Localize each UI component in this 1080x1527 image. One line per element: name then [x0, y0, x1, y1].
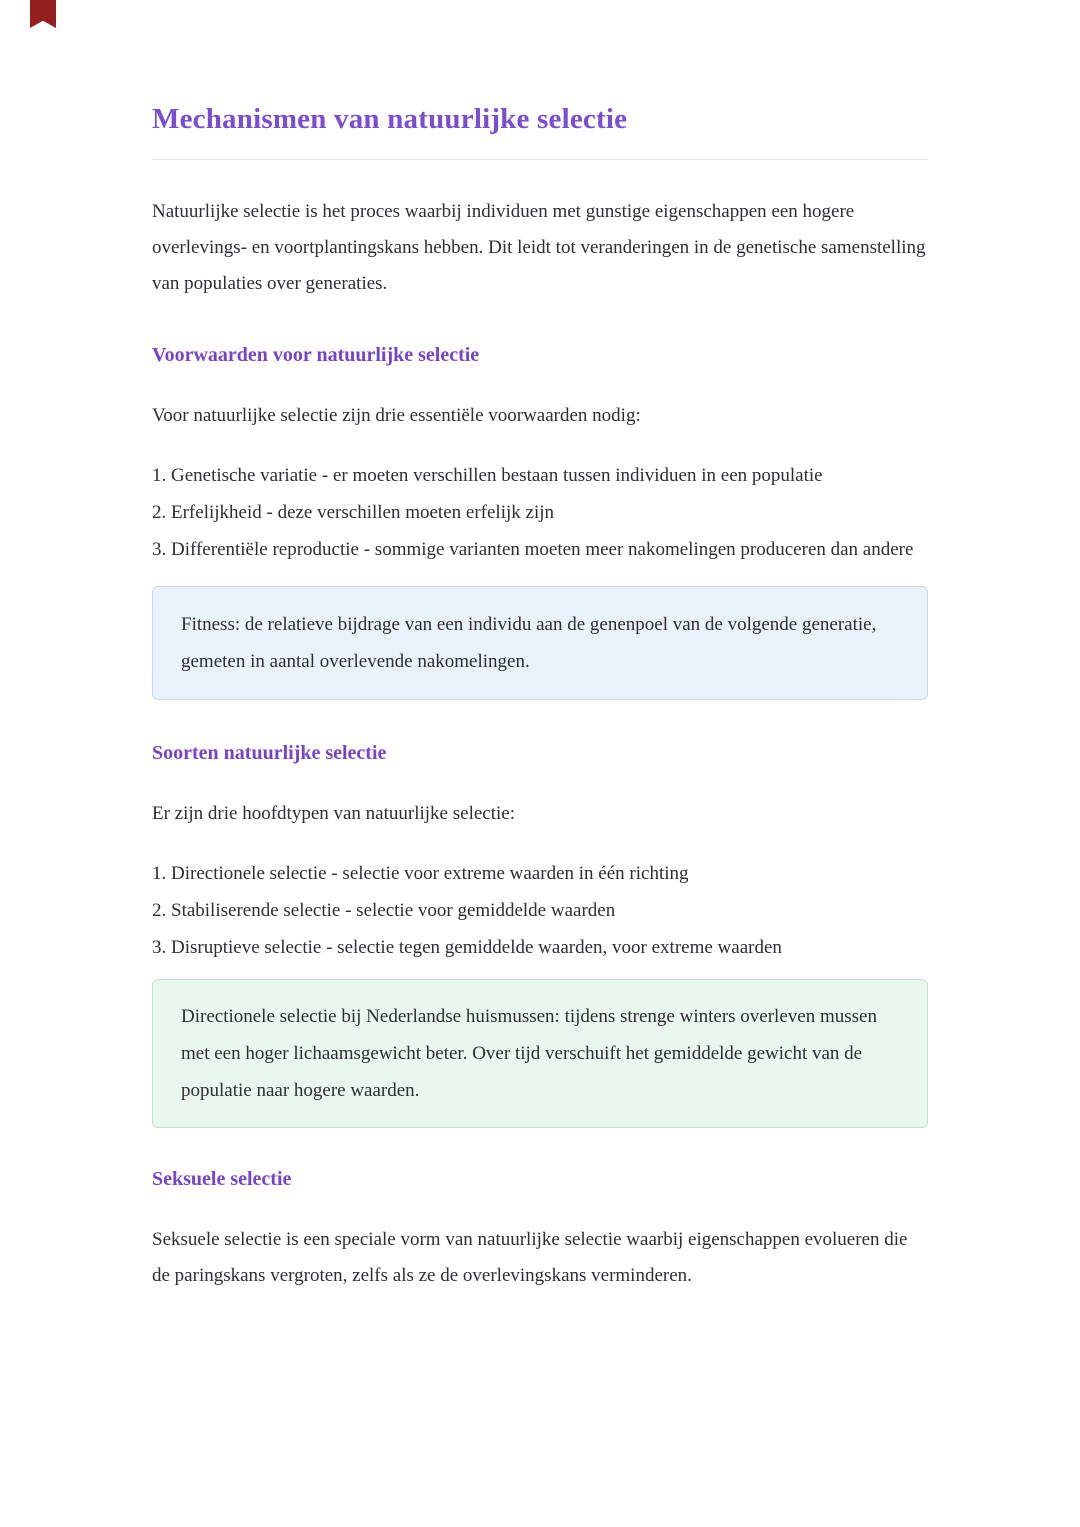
title-divider	[152, 159, 928, 160]
callout-text: Directionele selectie bij Nederlandse huismussen: tijdens strenge winters overleven mussen met een hoger lichaamsgewicht beter. Over tijd verschuift het gemiddelde gewicht van de populatie naar hogere waarden.	[181, 1006, 877, 1101]
list-item: 3. Disruptieve selectie - selectie tegen gemiddelde waarden, voor extreme waarden	[152, 937, 782, 958]
numbered-list	[152, 855, 928, 966]
document-content	[152, 0, 928, 1294]
list-item: 2. Stabiliserende selectie - selectie voor gemiddelde waarden	[152, 900, 616, 921]
example-callout	[152, 979, 928, 1128]
callout-text: Fitness: de relatieve bijdrage van een individu aan de genenpoel van de volgende generatie, gemeten in aantal overlevende nakomelingen.	[181, 614, 877, 672]
section-heading-voorwaarden: Voorwaarden voor natuurlijke selectie	[152, 344, 480, 366]
section-heading-seksuele-selectie: Seksuele selectie	[152, 1168, 292, 1190]
section-lead: Er zijn drie hoofdtypen van natuurlijke selectie:	[152, 803, 515, 824]
page-title: Mechanismen van natuurlijke selectie	[152, 103, 628, 135]
section-lead: Voor natuurlijke selectie zijn drie essentiële voorwaarden nodig:	[152, 405, 641, 426]
section-lead: Seksuele selectie is een speciale vorm van natuurlijke selectie waarbij eigenschappen evolueren die de paringskans vergroten, zelfs als ze de overlevingskans verminderen.	[152, 1229, 908, 1286]
section-heading-soorten: Soorten natuurlijke selectie	[152, 742, 387, 764]
list-item: 1. Genetische variatie - er moeten verschillen bestaan tussen individuen in een populatie	[152, 465, 823, 486]
list-item: 3. Differentiële reproductie - sommige varianten moeten meer nakomelingen produceren dan andere	[152, 539, 914, 560]
list-item: 2. Erfelijkheid - deze verschillen moeten erfelijk zijn	[152, 502, 554, 523]
numbered-list	[152, 457, 928, 568]
intro-paragraph: Natuurlijke selectie is het proces waarbij individuen met gunstige eigenschappen een hogere overlevings- en voortplantingskans hebben. Dit leidt tot veranderingen in de genetische samenstelling van populaties over generaties.	[152, 201, 926, 294]
info-callout	[152, 586, 928, 700]
list-item: 1. Directionele selectie - selectie voor extreme waarden in één richting	[152, 863, 689, 884]
bookmark-ribbon-icon	[30, 0, 56, 28]
